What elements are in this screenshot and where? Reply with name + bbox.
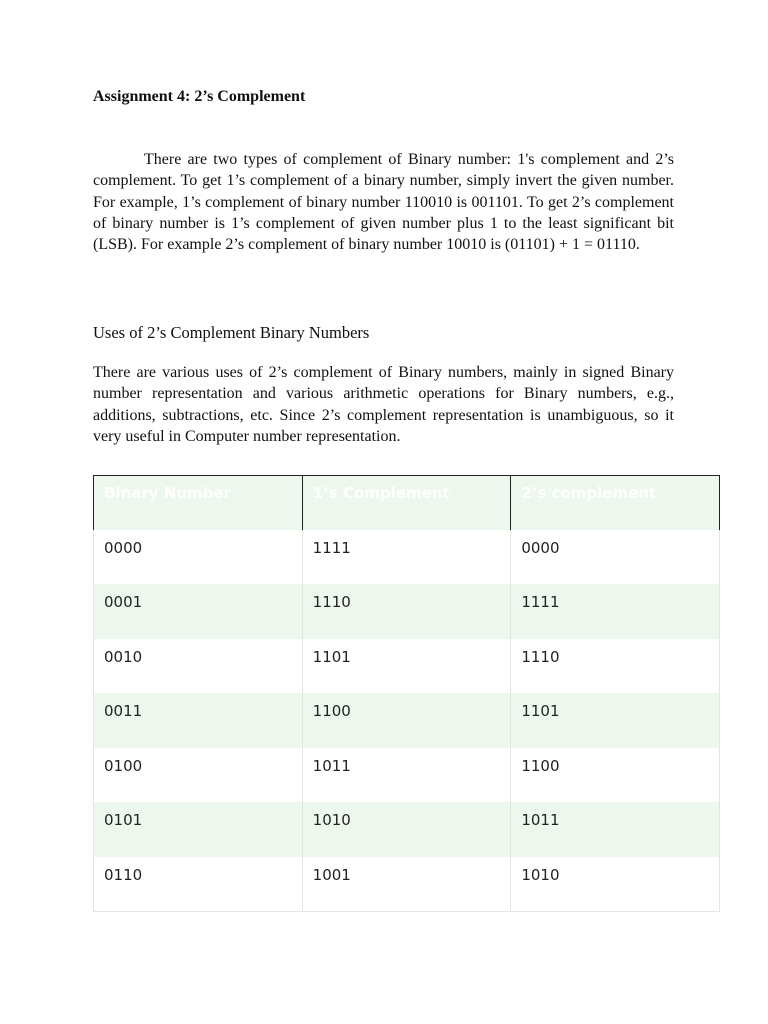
cell-ones: 1001 (302, 857, 511, 912)
cell-binary: 0011 (94, 693, 303, 748)
uses-heading: Uses of 2’s Complement Binary Numbers (93, 323, 370, 342)
cell-ones: 1100 (302, 693, 511, 748)
cell-binary: 0001 (94, 584, 303, 639)
cell-twos: 1101 (511, 693, 720, 748)
table-row (94, 639, 720, 694)
cell-twos: 0000 (511, 530, 720, 585)
table-row (94, 857, 720, 912)
cell-ones: 1010 (302, 802, 511, 857)
cell-binary: 0010 (94, 639, 303, 694)
complement-table (93, 475, 720, 912)
header-twos-complement: 2’s complement (511, 476, 720, 530)
table-row (94, 530, 720, 585)
cell-twos: 1111 (511, 584, 720, 639)
cell-binary: 0100 (94, 748, 303, 803)
cell-twos: 1011 (511, 802, 720, 857)
cell-binary: 0110 (94, 857, 303, 912)
cell-twos: 1010 (511, 857, 720, 912)
header-binary-number: Binary Number (94, 476, 303, 530)
uses-paragraph: There are various uses of 2’s complement of Binary numbers, mainly in signed Binary number representation and various arithmetic operations for Binary numbers, e.g., additions, subtractions, etc. Since 2’s complement representation is unambiguous, so it very useful in Computer number representation. (93, 364, 674, 445)
cell-binary: 0101 (94, 802, 303, 857)
table-row (94, 802, 720, 857)
table-row (94, 748, 720, 803)
page-title: Assignment 4: 2’s Complement (93, 88, 306, 105)
cell-ones: 1110 (302, 584, 511, 639)
cell-binary: 0000 (94, 530, 303, 585)
table-header-row (94, 476, 720, 530)
table-row (94, 584, 720, 639)
cell-ones: 1101 (302, 639, 511, 694)
cell-twos: 1100 (511, 748, 720, 803)
complement-table-container (93, 475, 720, 912)
cell-ones: 1011 (302, 748, 511, 803)
header-ones-complement: 1’s Complement (302, 476, 511, 530)
cell-ones: 1111 (302, 530, 511, 585)
intro-paragraph: There are two types of complement of Binary number: 1's complement and 2’s complement. To get 1’s complement of a binary number, simply invert the given number. For example, 1’s complement of binary number 110010 is 001101. To get 2’s complement of binary number is 1’s complement of given number plus 1 to the least significant bit (LSB). For example 2’s complement of binary number 10010 is (01101) + 1 = 01110. (93, 151, 674, 254)
cell-twos: 1110 (511, 639, 720, 694)
table-row (94, 693, 720, 748)
